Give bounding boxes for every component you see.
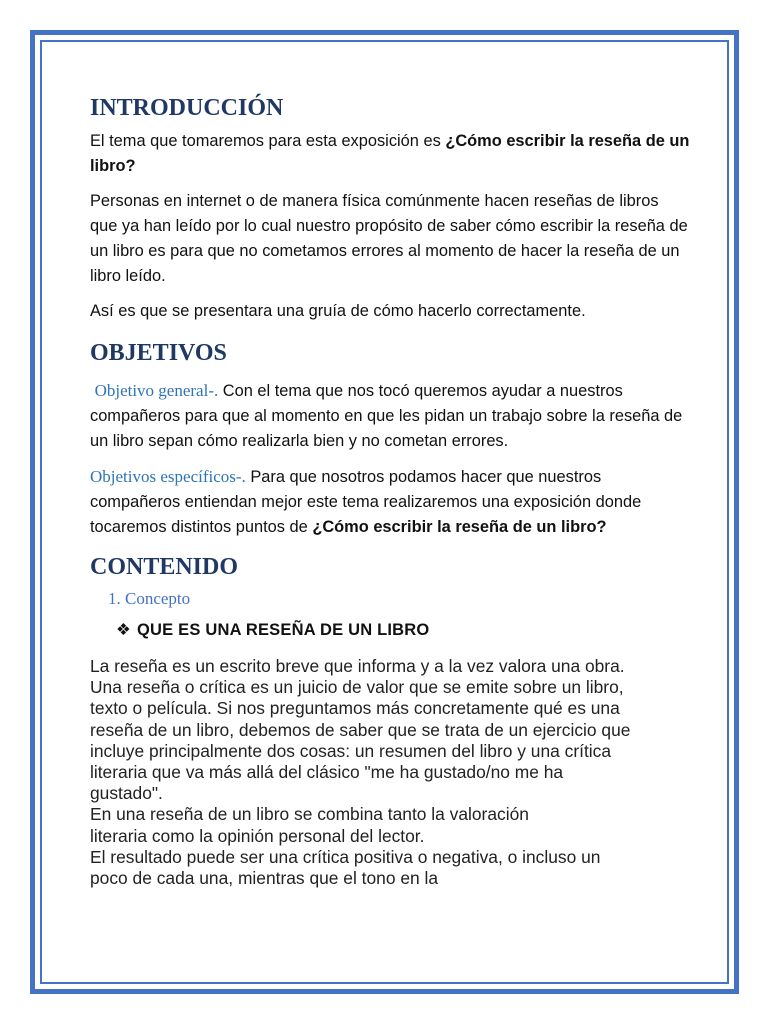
text-line: texto o película. Si nos preguntamos más concretamente qué es una — [90, 698, 620, 719]
diamond-bullet-icon: ❖ — [116, 621, 131, 639]
objective-specific-label: Objetivos específicos-. — [90, 467, 246, 486]
document-body — [90, 90, 690, 641]
text-line: literaria como la opinión personal del lector. — [90, 825, 425, 846]
intro-p1-text: El tema que tomaremos para esta exposición es — [90, 132, 446, 150]
text-line: En una reseña de un libro se combina tanto la valoración — [90, 804, 529, 825]
text-line: incluye principalmente dos cosas: un resumen del libro y una crítica — [90, 740, 612, 761]
bullet-heading — [116, 620, 690, 641]
text-line: El resultado puede ser una crítica positiva o negativa, o incluso un — [90, 846, 601, 867]
heading-objetivos: OBJETIVOS — [90, 340, 227, 366]
text-line: poco de cada una, mientras que el tono en la — [90, 868, 439, 889]
intro-paragraph-3: Así es que se presentara una gruía de cómo hacerlo correctamente. — [90, 302, 586, 320]
intro-paragraph-2: Personas en internet o de manera física comúnmente hacen reseñas de libros que ya han leído por lo cual nuestro propósito de saber cómo escribir la reseña de un libro es para que no cometamos errores al momento de hacer la reseña de un libro leído. — [90, 192, 688, 285]
objective-specific — [90, 464, 690, 540]
heading-contenido: CONTENIDO — [90, 554, 239, 580]
objective-general — [90, 378, 690, 454]
resena-definition-text — [90, 656, 710, 889]
text-line: La reseña es un escrito breve que informa y a la vez valora una obra. — [90, 656, 625, 676]
bullet-heading-text: QUE ES UNA RESEÑA DE UN LIBRO — [137, 621, 430, 639]
objective-general-label: Objetivo general-. — [94, 381, 219, 400]
text-line: gustado". — [90, 783, 163, 804]
heading-introduccion: INTRODUCCIÓN — [90, 95, 284, 121]
text-line: Una reseña o crítica es un juicio de valor que se emite sobre un libro, — [90, 677, 624, 698]
objective-general-text: Con el tema que nos tocó queremos ayudar a nuestros compañeros para que al momento en que les pidan un trabajo sobre la reseña de un libro sepan cómo realizarla bien y no cometan errores. — [90, 382, 683, 450]
numbered-item-concepto: 1. Concepto — [108, 589, 191, 608]
intro-paragraph-1 — [90, 129, 690, 179]
objective-specific-text: Para que nosotros podamos hacer que nuestros compañeros entiendan mejor este tema realizaremos una exposición donde tocaremos distintos puntos de — [90, 468, 642, 536]
objective-specific-bold: ¿Cómo escribir la reseña de un libro? — [312, 518, 607, 536]
text-line: literaria que va más allá del clásico "me ha gustado/no me ha — [90, 762, 564, 783]
intro-p1-bold: ¿Cómo escribir la reseña de un libro? — [90, 132, 690, 175]
text-line: reseña de un libro, debemos de saber que se trata de un ejercicio que — [90, 719, 631, 740]
